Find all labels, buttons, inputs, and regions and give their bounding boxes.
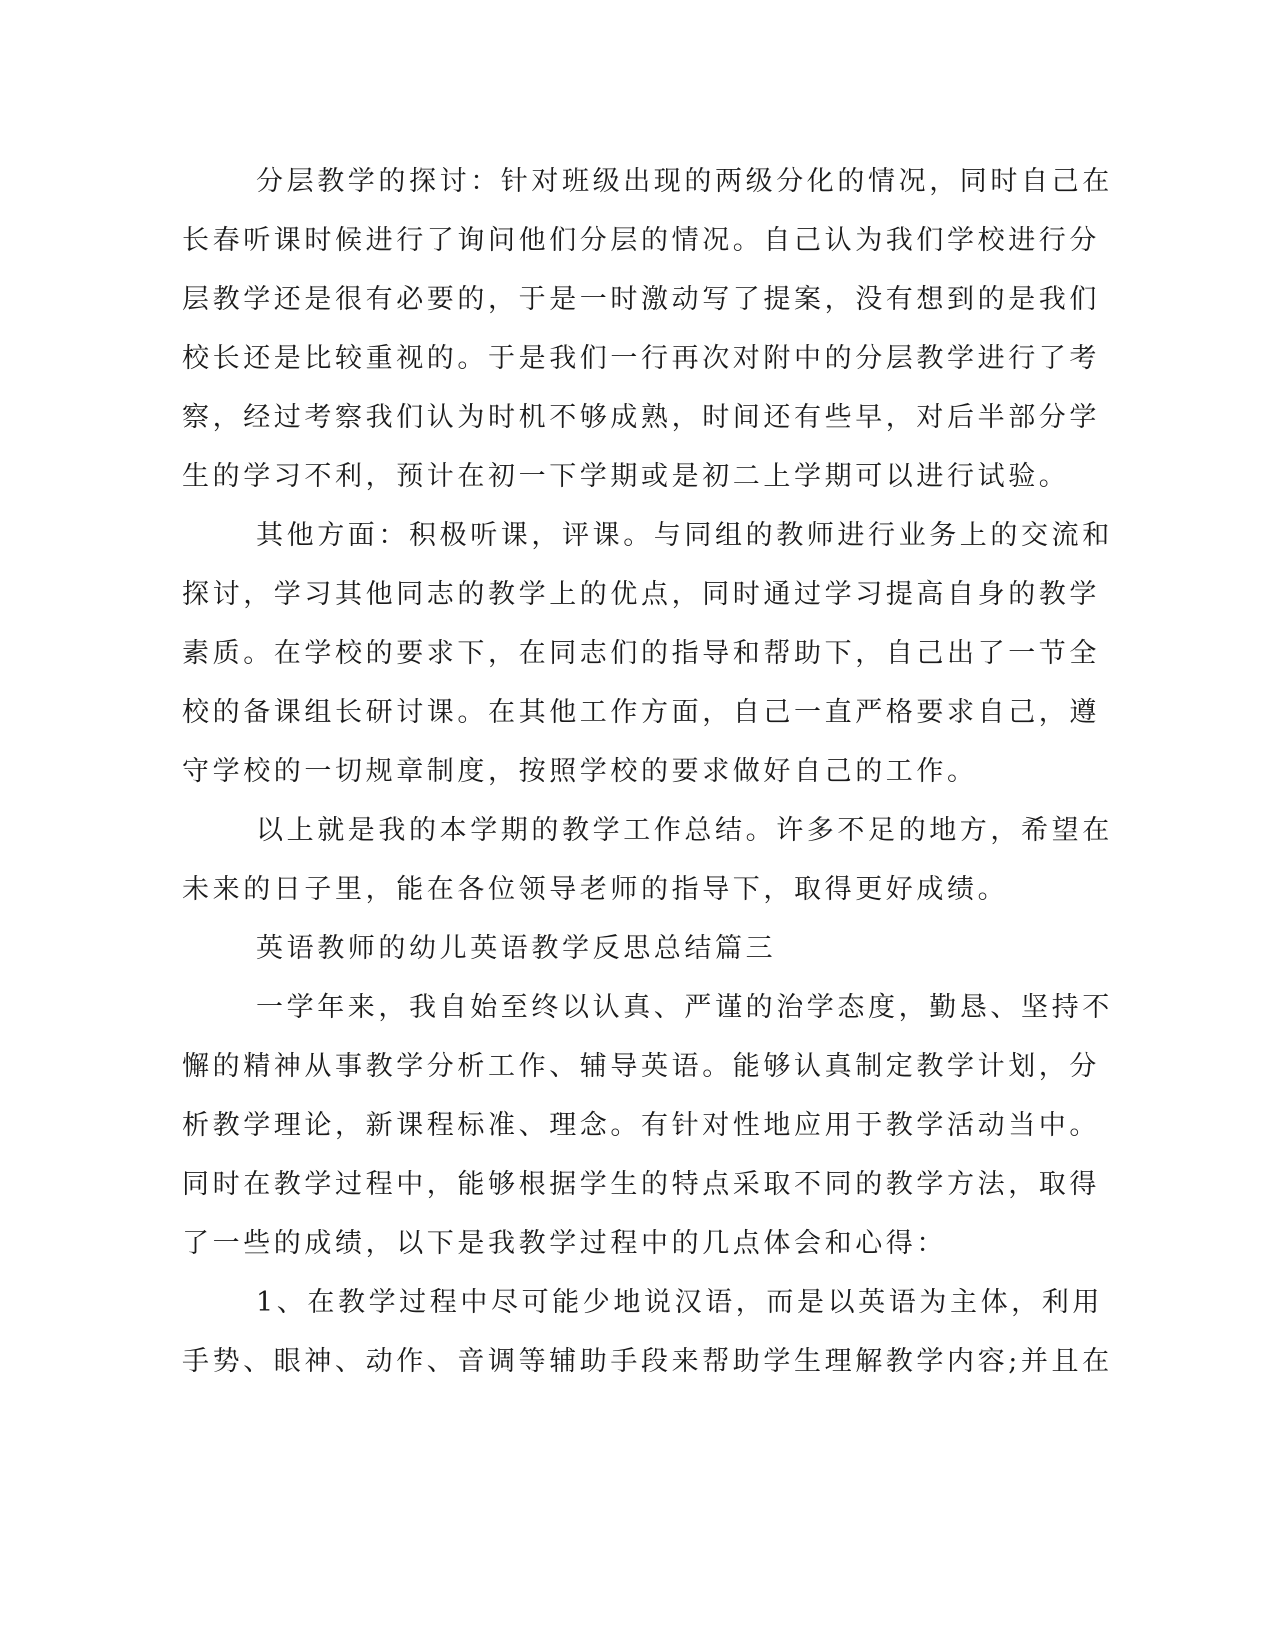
paragraph-line: 其他方面：积极听课，评课。与同组的教师进行业务上的交流和 (256, 520, 1113, 551)
paragraph-line: 素质。在学校的要求下，在同志们的指导和帮助下，自己出了一节全 (182, 638, 1100, 669)
paragraph-line: 探讨，学习其他同志的教学上的优点，同时通过学习提高自身的教学 (182, 579, 1100, 610)
paragraph-line: 校的备课组长研讨课。在其他工作方面，自己一直严格要求自己，遵 (182, 697, 1100, 728)
paragraph-line: 分层教学的探讨：针对班级出现的两级分化的情况，同时自己在 (256, 166, 1113, 197)
paragraph-line: 层教学还是很有必要的，于是一时激动写了提案，没有想到的是我们 (182, 284, 1100, 315)
paragraph-line: 生的学习不利，预计在初一下学期或是初二上学期可以进行试验。 (182, 461, 1070, 492)
paragraph-line: 守学校的一切规章制度，按照学校的要求做好自己的工作。 (182, 756, 978, 787)
list-item-line: 1、在教学过程中尽可能少地说汉语，而是以英语为主体，利用 (256, 1287, 1103, 1318)
paragraph-line: 析教学理论，新课程标准、理念。有针对性地应用于教学活动当中。 (182, 1110, 1100, 1141)
paragraph-line: 未来的日子里，能在各位领导老师的指导下，取得更好成绩。 (182, 874, 1009, 905)
paragraph-line: 同时在教学过程中，能够根据学生的特点采取不同的教学方法，取得 (182, 1169, 1100, 1200)
paragraph-line: 校长还是比较重视的。于是我们一行再次对附中的分层教学进行了考 (182, 343, 1100, 374)
paragraph-line: 了一些的成绩，以下是我教学过程中的几点体会和心得： (182, 1228, 947, 1259)
list-item-line: 手势、眼神、动作、音调等辅助手段来帮助学生理解教学内容;并且在 (182, 1346, 1113, 1377)
paragraph-line: 长春听课时候进行了询问他们分层的情况。自己认为我们学校进行分 (182, 225, 1100, 256)
paragraph-line: 懈的精神从事教学分析工作、辅导英语。能够认真制定教学计划，分 (182, 1051, 1100, 1082)
paragraph-line: 察，经过考察我们认为时机不够成熟，时间还有些早，对后半部分学 (182, 402, 1100, 433)
section-heading: 英语教师的幼儿英语教学反思总结篇三 (256, 933, 777, 964)
paragraph-line: 以上就是我的本学期的教学工作总结。许多不足的地方，希望在 (256, 815, 1113, 846)
paragraph-line: 一学年来，我自始至终以认真、严谨的治学态度，勤恳、坚持不 (256, 992, 1113, 1023)
